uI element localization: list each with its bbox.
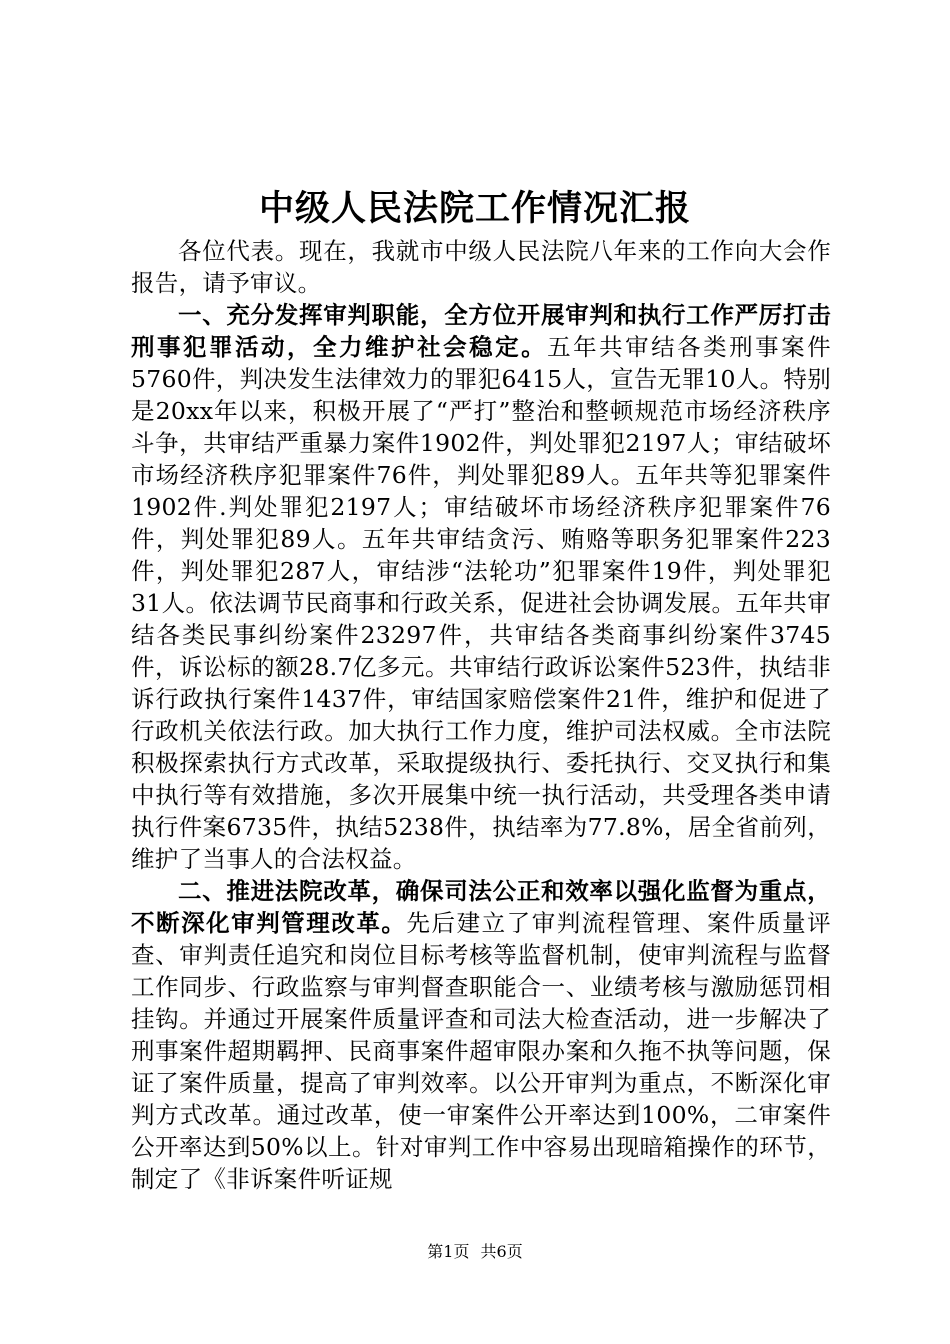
- paragraph-section-2: [131, 875, 831, 1195]
- paragraph-text: 各位代表。现在，我就市中级人民法院八年来的工作向大会作报告，请予审议。: [131, 237, 831, 297]
- paragraph-heading: 一、充分发挥审判职能，全方位开展审判和执行工作严厉打击刑事犯罪活动，全力维护社会稳定。: [131, 301, 831, 361]
- paragraph-section-1: [131, 299, 831, 875]
- page-total: 共6页: [480, 1242, 523, 1261]
- paragraph-heading: 二、推进法院改革，确保司法公正和效率以强化监督为重点，不断深化审判管理改革。: [131, 877, 831, 937]
- paragraph-text: 五年共审结各类刑事案件5760件，判决发生法律效力的罪犯6415人，宣告无罪10人。特别是20xx年以来，积极开展了“严打”整治和整顿规范市场经济秩序斗争，共审结严重暴力案件1902件，判处罪犯2197人；审结破坏市场经济秩序犯罪案件76件，判处罪犯89人。五年共等犯罪案件1902件.判处罪犯2197人；审结破坏市场经济秩序犯罪案件76件，判处罪犯89人。五年共审结贪污、贿赂等职务犯罪案件223件，判处罪犯287人，审结涉“法轮功”犯罪案件19件，判处罪犯31人。依法调节民商事和行政关系，促进社会协调发展。五年共审结各类民事纠纷案件23297件，共审结各类商事纠纷案件3745件，诉讼标的额28.7亿多元。共审结行政诉讼案件523件，执结非诉行政执行案件1437件，审结国家赔偿案件21件，维护和促进了行政机关依法行政。加大执行工作力度，维护司法权威。全市法院积极探索执行方式改革，采取提级执行、委托执行、交叉执行和集中执行等有效措施，多次开展集中统一执行活动，共受理各类申请执行件案6735件，执结5238件，执结率为77.8%，居全省前列，维护了当事人的合法权益。: [131, 333, 831, 873]
- document-body: [131, 235, 831, 1195]
- page-footer: [0, 1240, 950, 1264]
- paragraph-text: 先后建立了审判流程管理、案件质量评查、审判责任追究和岗位目标考核等监督机制，使审判流程与监督工作同步、行政监察与审判督查职能合一、业绩考核与激励惩罚相挂钩。并通过开展案件质量评查和司法大检查活动，进一步解决了刑事案件超期羁押、民商事案件超审限办案和久拖不执等问题，保证了案件质量，提高了审判效率。以公开审判为重点，不断深化审判方式改革。通过改革，使一审案件公开率达到100%，二审案件公开率达到50%以上。针对审判工作中容易出现暗箱操作的环节，制定了《非诉案件听证规: [131, 909, 831, 1193]
- page-number: 第1页: [427, 1242, 470, 1261]
- document-title: 中级人民法院工作情况汇报: [258, 188, 691, 229]
- paragraph-opening: [131, 235, 831, 299]
